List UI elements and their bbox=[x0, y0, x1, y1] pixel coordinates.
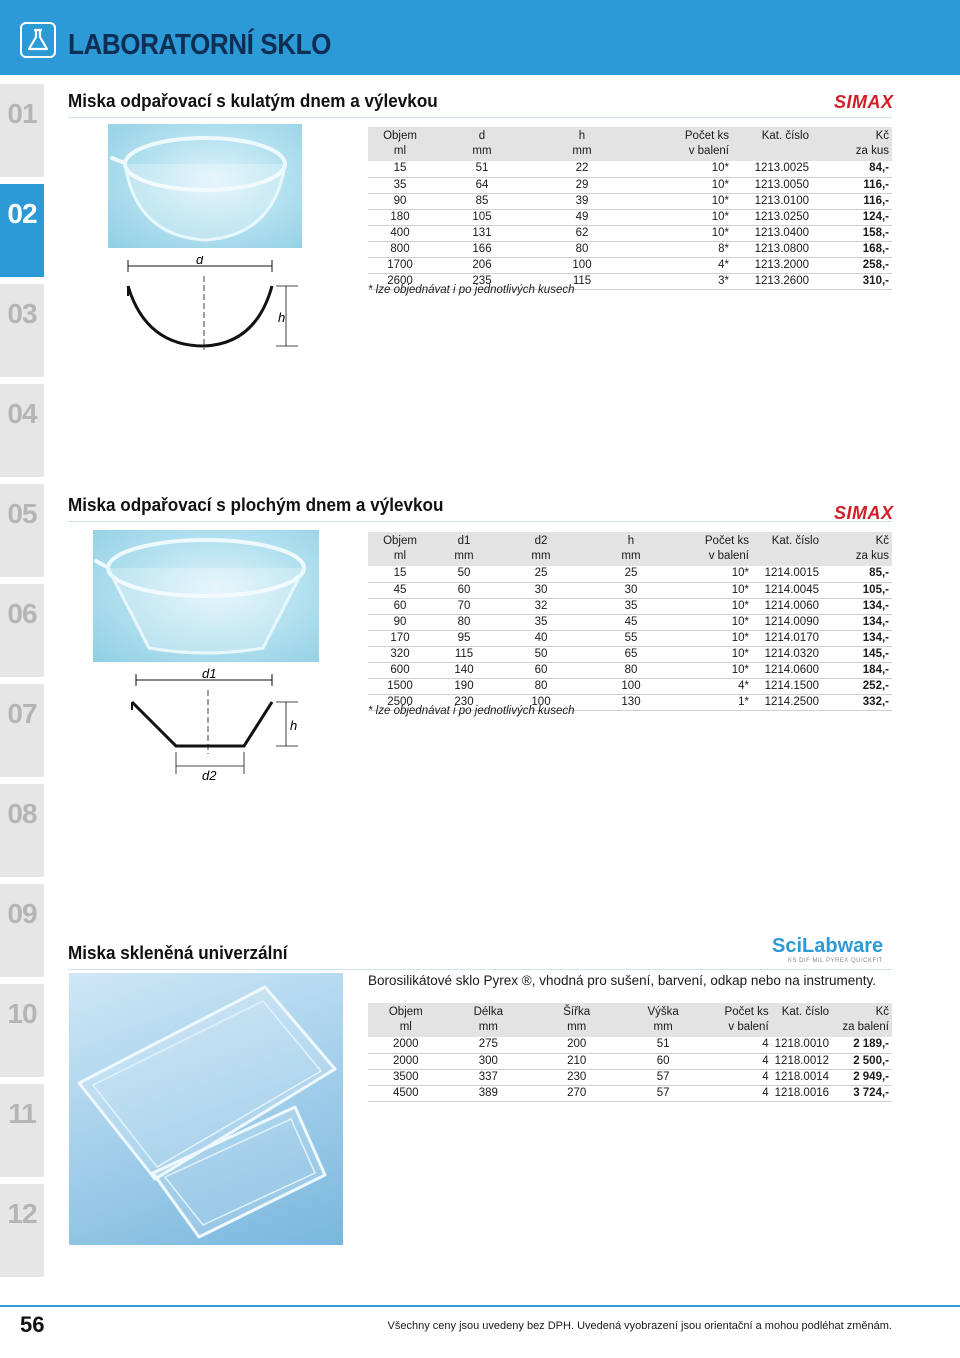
scilabware-logo bbox=[772, 935, 883, 964]
page-title: LABORATORNÍ SKLO bbox=[68, 29, 331, 61]
round-dish-photo bbox=[108, 124, 302, 248]
table-header: Objem d1 d2 h Počet ks Kat. číslo Kč bbox=[368, 532, 892, 549]
table-row: 800 166 80 8* 1213.0800 168,- bbox=[368, 241, 892, 257]
table-row: 600 140 60 80 10* 1214.0600 184,- bbox=[368, 662, 892, 678]
d2-label: d2 bbox=[202, 768, 217, 783]
chapter-tab-01[interactable]: 01 bbox=[0, 84, 44, 177]
product-description: Borosilikátové sklo Pyrex ®, vhodná pro sušení, barvení, odkap nebo na instrumenty. bbox=[368, 973, 876, 988]
page-number: 56 bbox=[20, 1312, 45, 1337]
table-header-units: ml mm mm v balení za kus bbox=[368, 144, 892, 161]
round-dish-drawing bbox=[126, 256, 306, 357]
footer-divider bbox=[0, 1305, 960, 1307]
section-title-universal-dish: Miska skleněná univerzální bbox=[68, 943, 288, 963]
table-row: 3500 337 230 57 4 1218.0014 2 949,- bbox=[368, 1069, 892, 1085]
section-title-round-dish: Miska odpařovací s kulatým dnem a výlevkou bbox=[68, 91, 438, 111]
scilabware-brand-sub: KS DIF MIL PYREX QUICKFIT bbox=[788, 958, 883, 964]
chapter-tab-05[interactable]: 05 bbox=[0, 484, 44, 577]
d1-label: d1 bbox=[202, 668, 217, 681]
h-label: h bbox=[278, 310, 286, 325]
chapter-tab-02[interactable]: 02 bbox=[0, 184, 44, 277]
table-row: 1700 206 100 4* 1213.2000 258,- bbox=[368, 257, 892, 273]
table-row: 170 95 40 55 10* 1214.0170 134,- bbox=[368, 630, 892, 646]
section-title-flat-dish: Miska odpařovací s plochým dnem a výlevkou bbox=[68, 495, 444, 515]
universal-dish-table bbox=[368, 1003, 892, 1102]
simax-logo: SIMAX bbox=[834, 503, 894, 523]
simax-logo: SIMAX bbox=[834, 92, 894, 112]
chapter-tab-07[interactable]: 07 bbox=[0, 684, 44, 777]
d-label: d bbox=[196, 256, 204, 267]
flask-icon bbox=[20, 22, 56, 58]
flat-dish-table bbox=[368, 532, 892, 711]
round-dish-table bbox=[368, 127, 892, 290]
chapter-tab-04[interactable]: 04 bbox=[0, 384, 44, 477]
table-row: 1500 190 80 100 4* 1214.1500 252,- bbox=[368, 678, 892, 694]
chapter-tab-09[interactable]: 09 bbox=[0, 884, 44, 977]
table-header-units: ml mm mm mm v balení za kus bbox=[368, 549, 892, 566]
table-row: 2600 235 115 3* 1213.2600 310,- bbox=[368, 273, 892, 289]
page-header bbox=[0, 0, 960, 75]
table-row: 180 105 49 10* 1213.0250 124,- bbox=[368, 209, 892, 225]
table-row: 45 60 30 30 10* 1214.0045 105,- bbox=[368, 582, 892, 598]
flat-dish-drawing bbox=[126, 668, 306, 789]
scilabware-brand-name: SciLabware bbox=[772, 935, 884, 957]
chapter-tab-12[interactable]: 12 bbox=[0, 1184, 44, 1277]
table-row: 2000 300 210 60 4 1218.0012 2 500,- bbox=[368, 1053, 892, 1069]
h-label: h bbox=[290, 718, 298, 733]
table-row: 15 51 22 10* 1213.0025 84,- bbox=[368, 161, 892, 177]
table-row: 2500 230 100 130 1* 1214.2500 332,- bbox=[368, 694, 892, 710]
table-header: Objem Délka Šířka Výška Počet ks Kat. číslo Kč bbox=[368, 1003, 892, 1020]
round-dish-illustration bbox=[108, 124, 302, 248]
table-row: 2000 275 200 51 4 1218.0010 2 189,- bbox=[368, 1037, 892, 1053]
glass-tray-illustration bbox=[69, 973, 343, 1245]
chapter-tab-03[interactable]: 03 bbox=[0, 284, 44, 377]
flat-dish-illustration bbox=[93, 530, 319, 662]
table-row: 15 50 25 25 10* 1214.0015 85,- bbox=[368, 566, 892, 582]
table-header-units: ml mm mm mm v balení za balení bbox=[368, 1020, 892, 1037]
table-row: 90 80 35 45 10* 1214.0090 134,- bbox=[368, 614, 892, 630]
table-header: Objem d h Počet ks Kat. číslo Kč bbox=[368, 127, 892, 144]
section-divider bbox=[68, 969, 892, 970]
chapter-tab-10[interactable]: 10 bbox=[0, 984, 44, 1077]
chapter-tab-11[interactable]: 11 bbox=[0, 1084, 44, 1177]
flat-dish-photo bbox=[93, 530, 319, 662]
table-row: 35 64 29 10* 1213.0050 116,- bbox=[368, 177, 892, 193]
footer-disclaimer: Všechny ceny jsou uvedeny bez DPH. Uvedená vyobrazení jsou orientační a mohou podléhat změnám. bbox=[387, 1320, 892, 1332]
table-row: 400 131 62 10* 1213.0400 158,- bbox=[368, 225, 892, 241]
order-note: * lze objednávat i po jednotlivých kusech bbox=[368, 705, 575, 717]
order-note: * lze objednávat i po jednotlivých kusech bbox=[368, 284, 575, 296]
table-row: 60 70 32 35 10* 1214.0060 134,- bbox=[368, 598, 892, 614]
section-divider bbox=[68, 117, 892, 118]
table-row: 4500 389 270 57 4 1218.0016 3 724,- bbox=[368, 1085, 892, 1101]
section-divider bbox=[68, 521, 892, 522]
universal-dish-photo bbox=[69, 973, 343, 1245]
table-row: 320 115 50 65 10* 1214.0320 145,- bbox=[368, 646, 892, 662]
chapter-tab-08[interactable]: 08 bbox=[0, 784, 44, 877]
chapter-tab-06[interactable]: 06 bbox=[0, 584, 44, 677]
table-row: 90 85 39 10* 1213.0100 116,- bbox=[368, 193, 892, 209]
